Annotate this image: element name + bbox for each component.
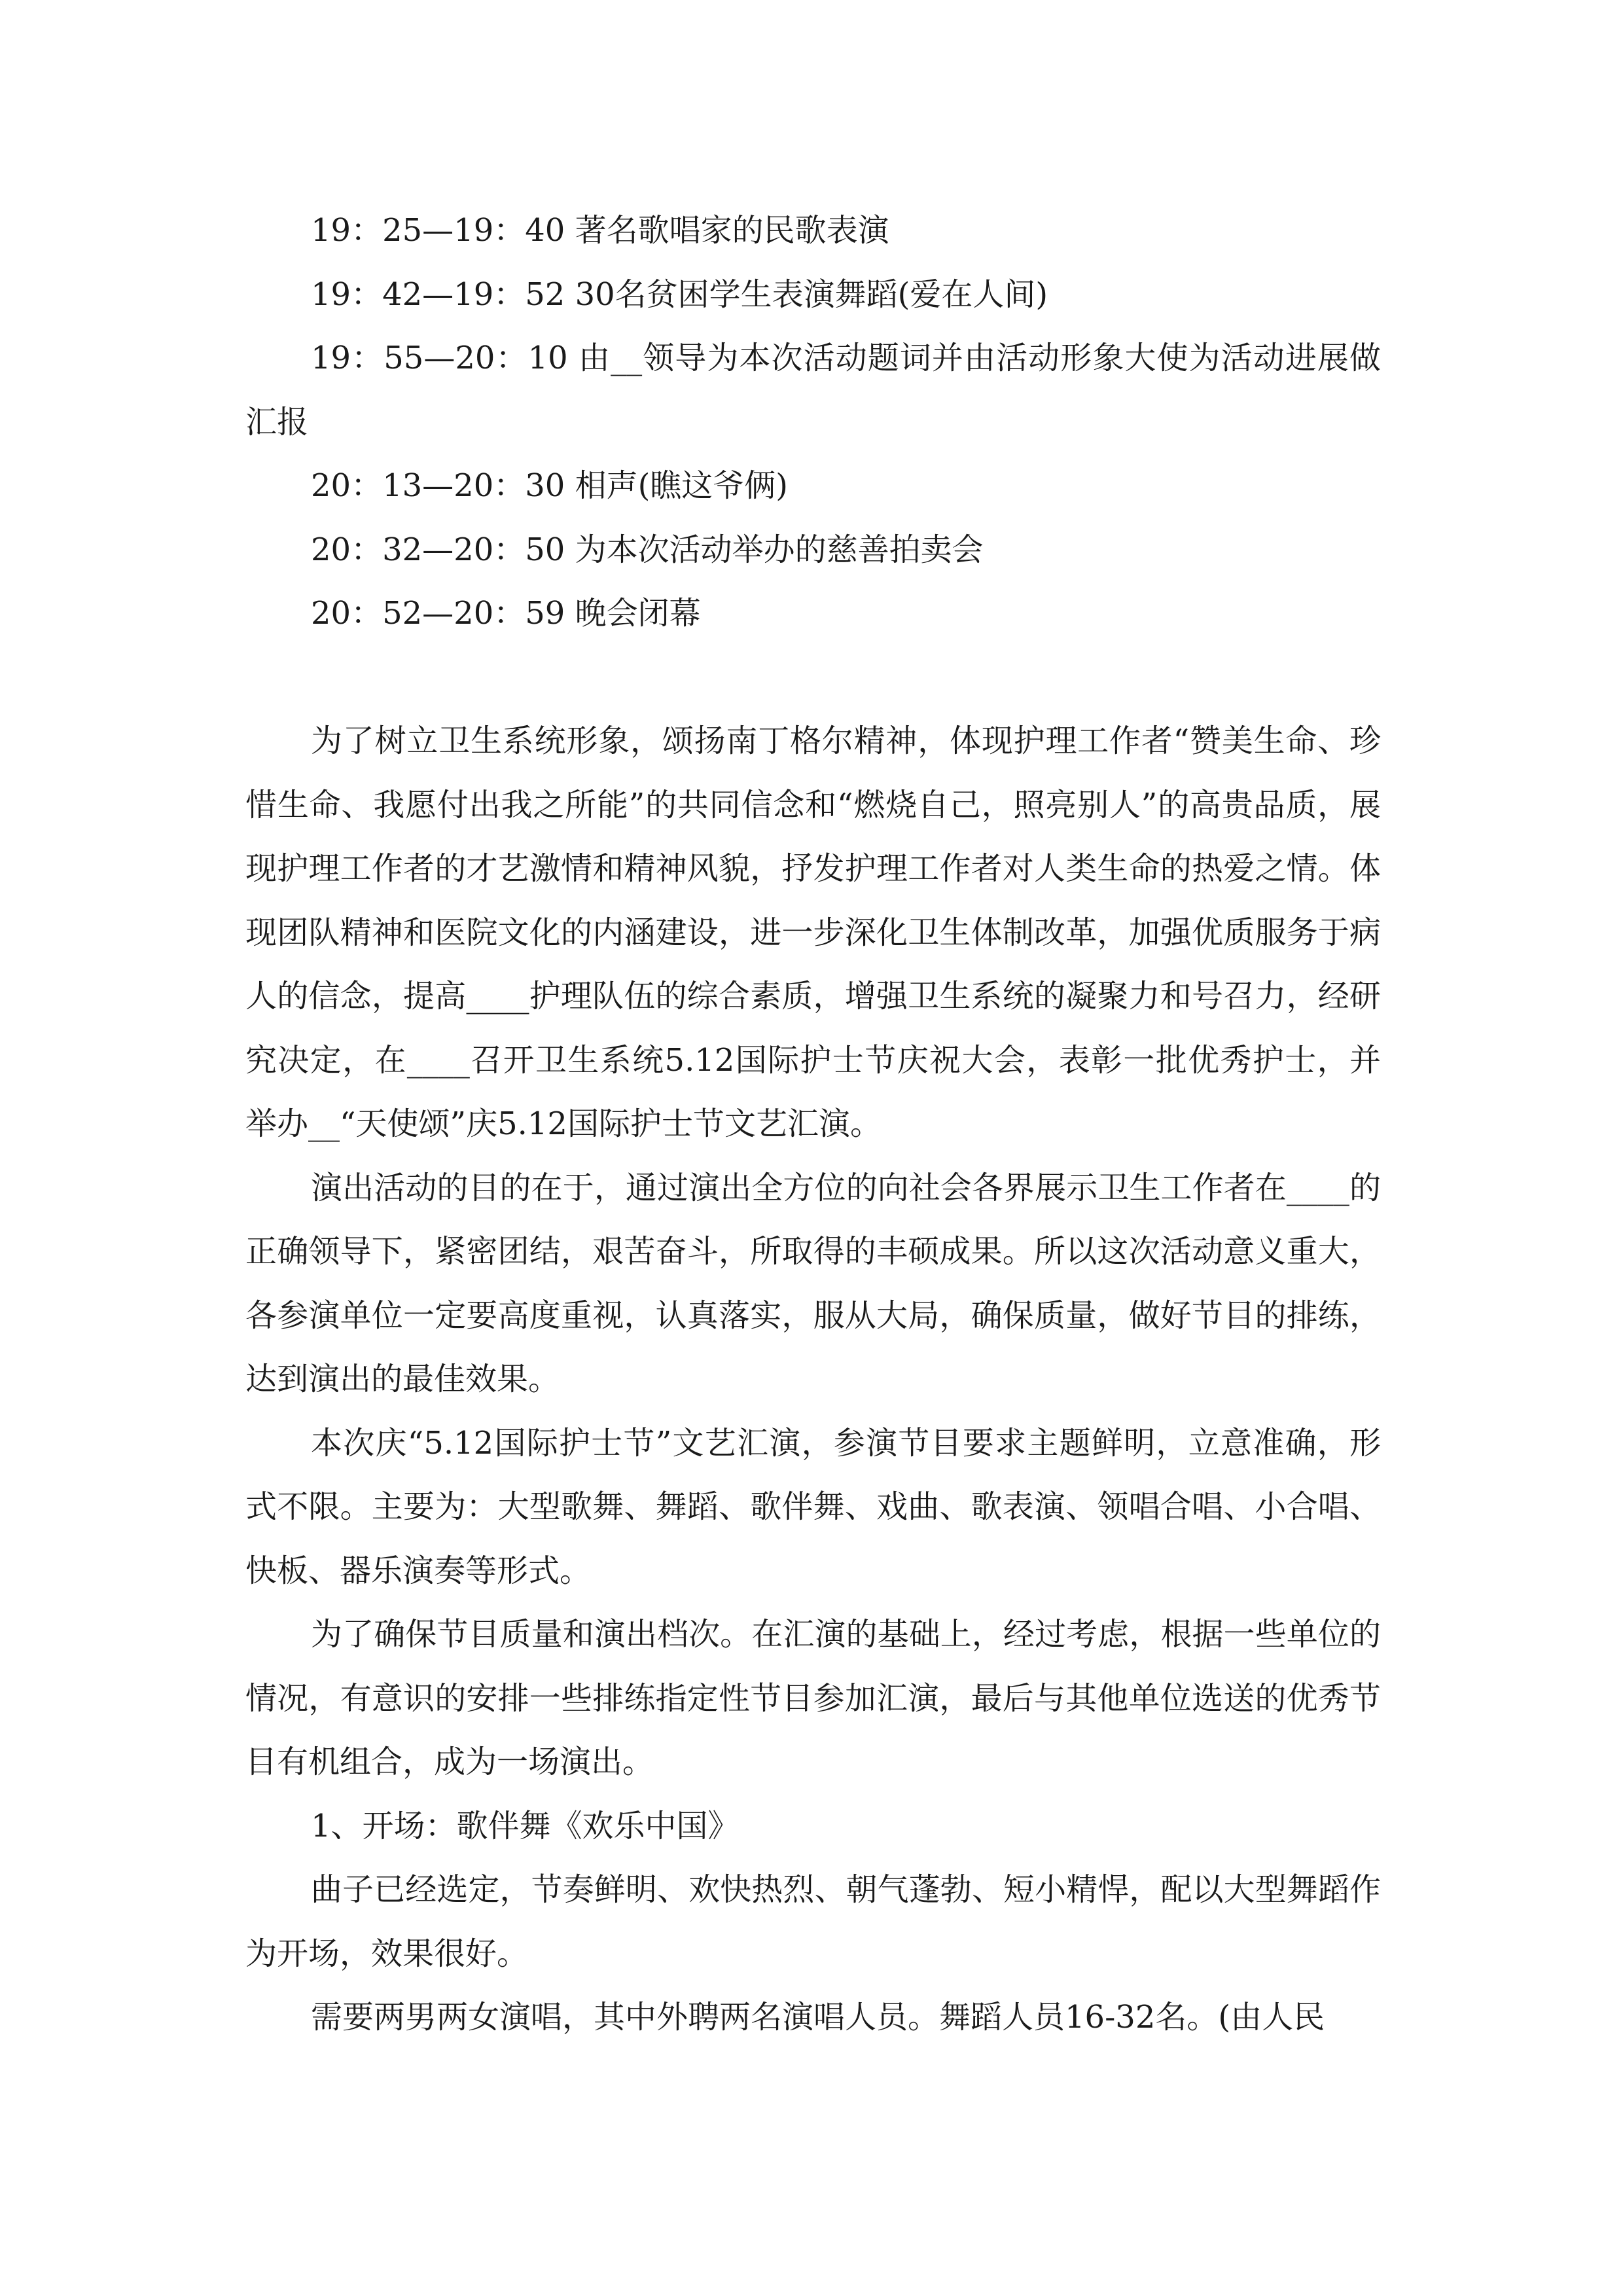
section-spacer <box>245 646 1381 710</box>
schedule-item: 20：32—20：50 为本次活动举办的慈善拍卖会 <box>311 531 984 568</box>
requirements-paragraph: 本次庆“5.12国际护士节”文艺汇演，参演节目要求主题鲜明，立意准确，形式不限。主要为：大型歌舞、舞蹈、歌伴舞、戏曲、歌表演、领唱合唱、小合唱、快板、器乐演奏等形式。 <box>245 1424 1381 1589</box>
program-schedule <box>245 199 1381 646</box>
opening-description: 曲子已经选定，节奏鲜明、欢快热烈、朝气蓬勃、短小精悍，配以大型舞蹈作为开场，效果很好。 <box>245 1871 1381 1972</box>
performer-requirements: 需要两男两女演唱，其中外聘两名演唱人员。舞蹈人员16-32名。(由人民 <box>311 1999 1325 2036</box>
document-body <box>245 199 1381 2050</box>
opening-heading: 1、开场：歌伴舞《欢乐中国》 <box>311 1807 740 1844</box>
schedule-item: 19：25—19：40 著名歌唱家的民歌表演 <box>311 212 889 249</box>
schedule-item: 19：55—20：10 由__领导为本次活动题词并由活动形象大使为活动进展做汇报 <box>245 340 1381 440</box>
purpose-paragraph: 演出活动的目的在于，通过演出全方位的向社会各界展示卫生工作者在____的正确领导下，紧密团结，艰苦奋斗，所取得的丰硕成果。所以这次活动意义重大，各参演单位一定要高度重视，认真落实，服从大局，确保质量，做好节目的排练，达到演出的最佳效果。 <box>245 1169 1381 1397</box>
schedule-item: 20：13—20：30 相声(瞧这爷俩) <box>311 467 789 504</box>
schedule-item: 20：52—20：59 晚会闭幕 <box>311 595 701 632</box>
schedule-item: 19：42—19：52 30名贫困学生表演舞蹈(爱在人间) <box>311 276 1048 313</box>
arrangement-paragraph: 为了确保节目质量和演出档次。在汇演的基础上，经过考虑，根据一些单位的情况，有意识的安排一些排练指定性节目参加汇演，最后与其他单位选送的优秀节目有机组合，成为一场演出。 <box>245 1616 1381 1780</box>
intro-paragraph: 为了树立卫生系统形象，颂扬南丁格尔精神，体现护理工作者“赞美生命、珍惜生命、我愿付出我之所能”的共同信念和“燃烧自己，照亮别人”的高贵品质，展现护理工作者的才艺激情和精神风貌，抒发护理工作者对人类生命的热爱之情。体现团队精神和医院文化的内涵建设，进一步深化卫生体制改革，加强优质服务于病人的信念，提高____护理队伍的综合素质，增强卫生系统的凝聚力和号召力，经研究决定，在____召开卫生系统5.12国际护士节庆祝大会，表彰一批优秀护士，并举办__“天使颂”庆5.12国际护士节文艺汇演。 <box>245 723 1381 1142</box>
